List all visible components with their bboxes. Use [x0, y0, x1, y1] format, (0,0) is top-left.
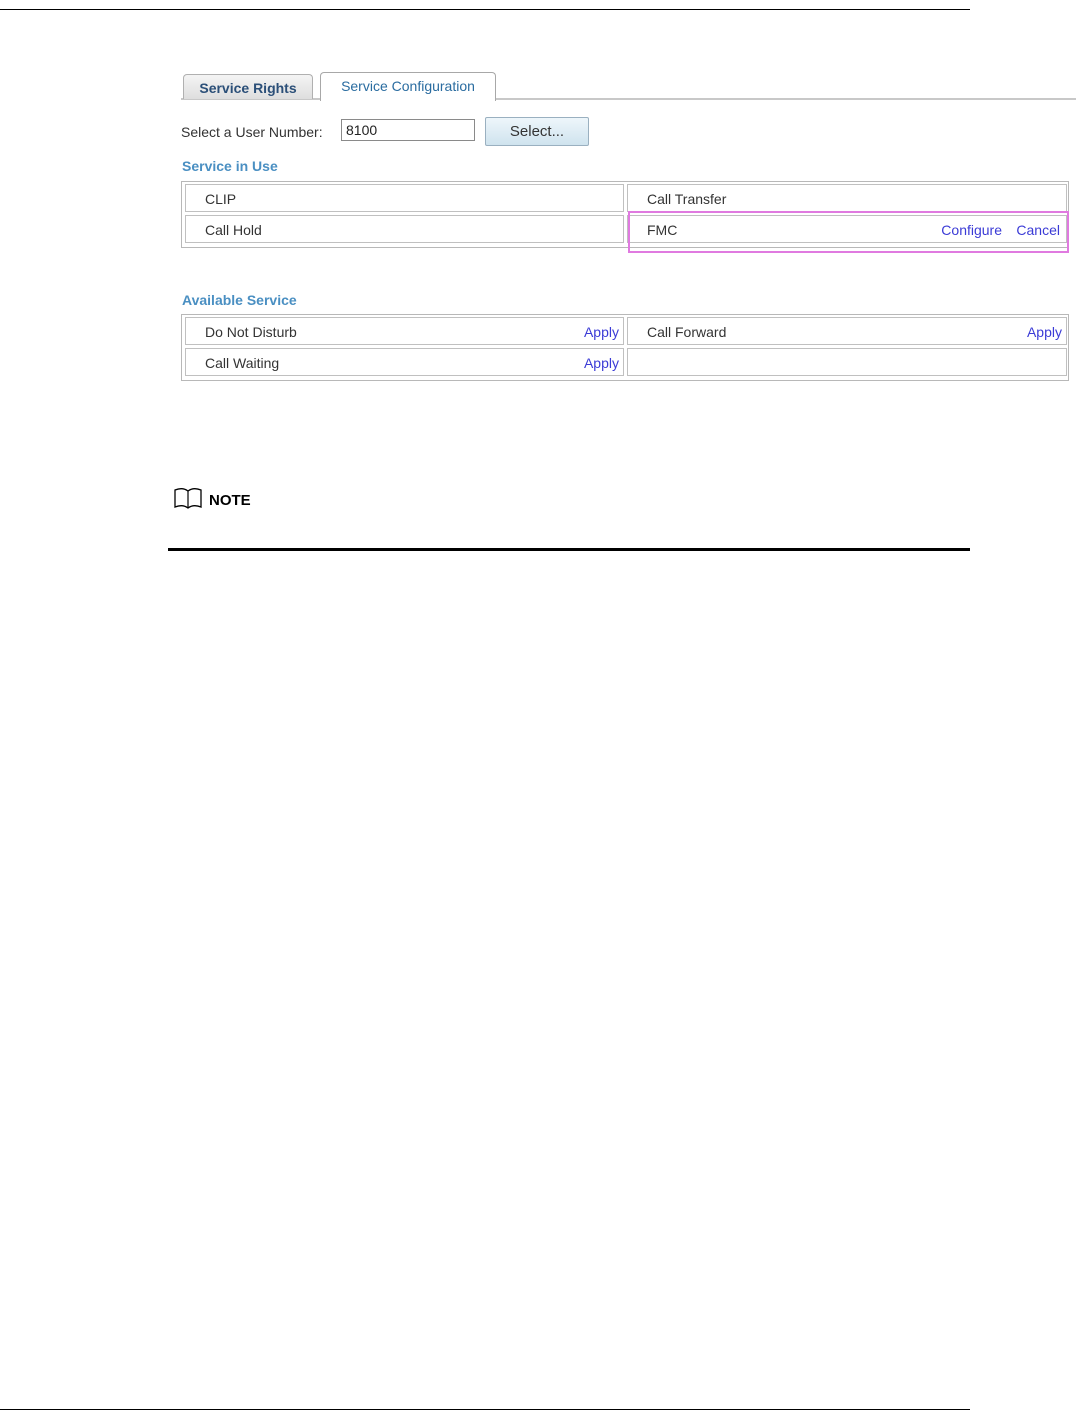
tab-service-rights[interactable]: Service Rights — [183, 74, 313, 99]
table-row — [182, 346, 1068, 377]
available-service-title: Available Service — [182, 292, 297, 308]
user-number-label: Select a User Number: — [181, 124, 323, 140]
user-number-input[interactable] — [341, 119, 475, 141]
service-in-use-title: Service in Use — [182, 158, 278, 174]
cancel-link[interactable]: Cancel — [1016, 222, 1060, 238]
service-name: FMC — [647, 222, 678, 238]
service-cell — [185, 215, 624, 243]
service-cell — [185, 317, 624, 345]
table-row — [182, 213, 1068, 244]
service-cell — [185, 184, 624, 212]
available-service-table — [181, 314, 1069, 381]
tab-service-configuration[interactable]: Service Configuration — [320, 72, 496, 101]
service-cell — [185, 348, 624, 376]
service-name: Call Transfer — [647, 191, 727, 207]
service-in-use-table — [181, 181, 1069, 248]
service-cell — [627, 184, 1067, 212]
service-name: Call Waiting — [205, 355, 280, 371]
apply-link[interactable]: Apply — [583, 324, 619, 340]
header-rule — [0, 9, 970, 10]
service-cell — [627, 317, 1067, 345]
apply-link[interactable]: Apply — [1026, 324, 1062, 340]
select-button[interactable]: Select... — [485, 117, 589, 146]
service-cell-empty — [627, 348, 1067, 376]
service-name: Do Not Disturb — [205, 324, 297, 340]
book-icon — [173, 487, 203, 509]
note-rule — [168, 548, 970, 551]
configure-link[interactable]: Configure — [941, 222, 1002, 238]
tab-underline — [181, 98, 1076, 100]
apply-link[interactable]: Apply — [583, 355, 619, 371]
service-name: Call Forward — [647, 324, 727, 340]
footer-rule — [0, 1409, 970, 1410]
table-row — [182, 182, 1068, 213]
note-label: NOTE — [209, 492, 251, 509]
tab-bar — [181, 72, 1076, 100]
service-name: Call Hold — [205, 222, 262, 238]
service-name: CLIP — [205, 191, 237, 207]
table-row — [182, 315, 1068, 346]
service-cell-fmc — [627, 215, 1067, 243]
